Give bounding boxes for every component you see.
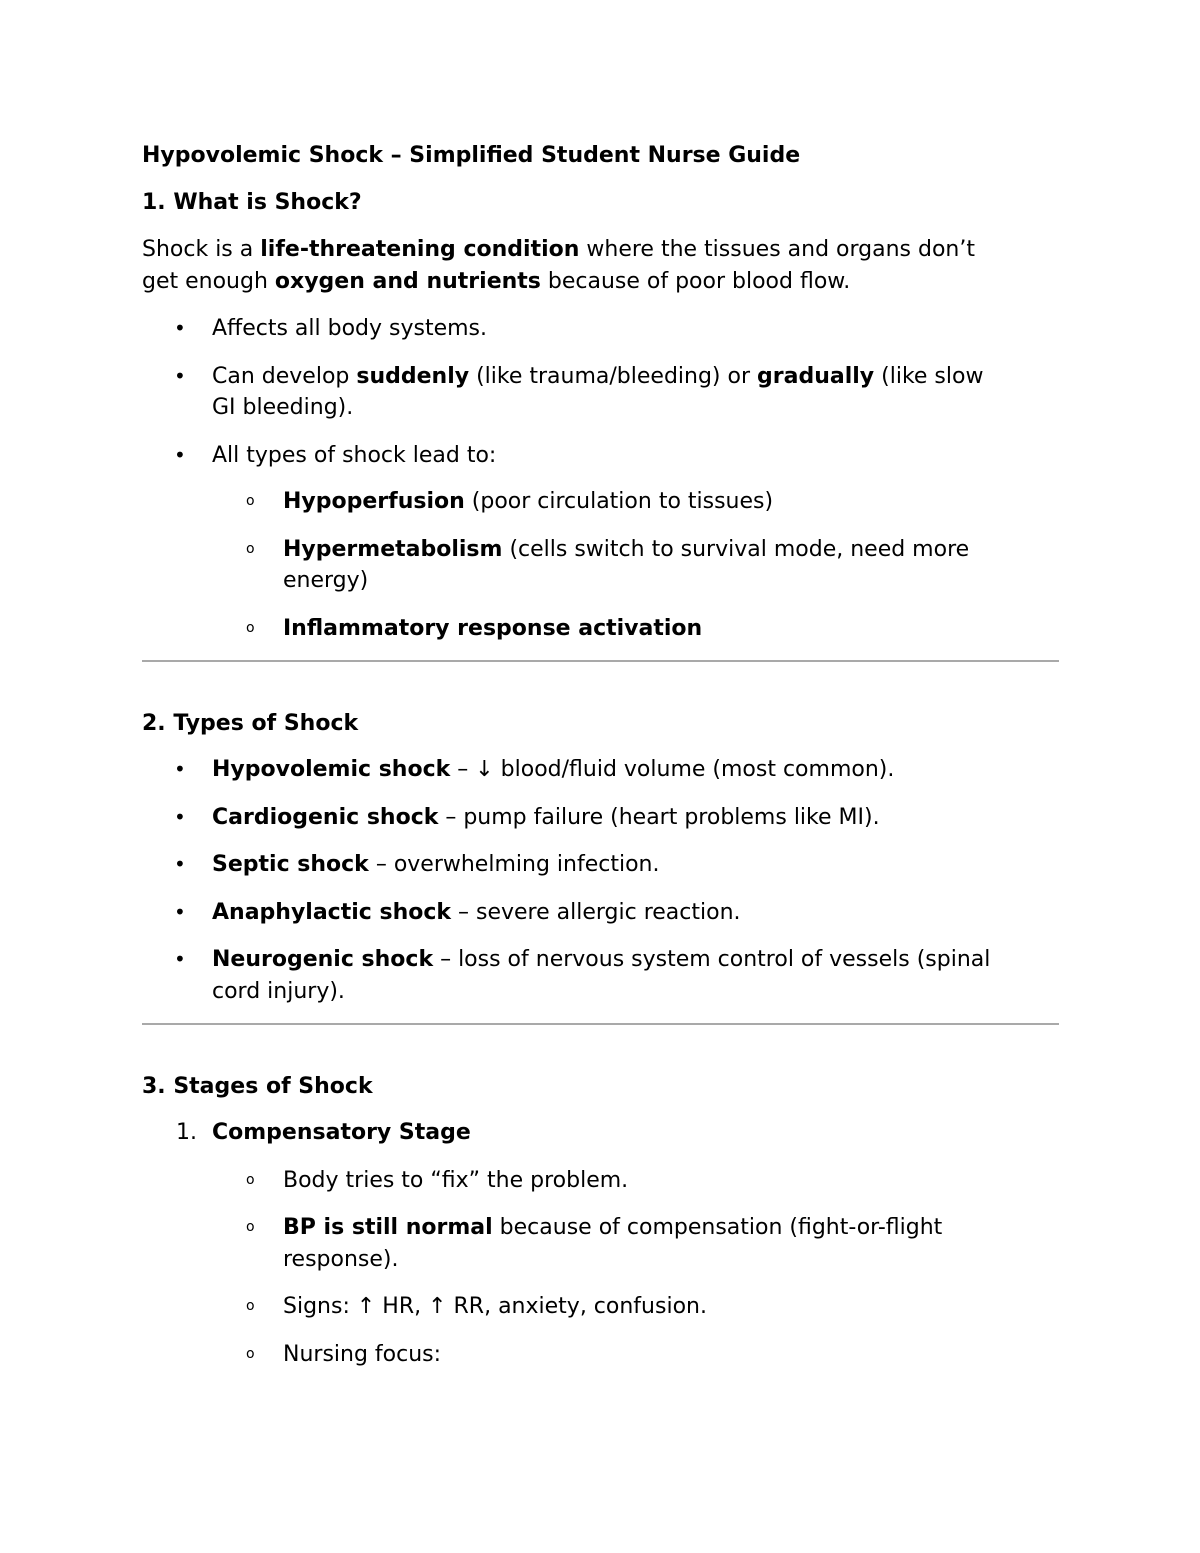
sub-bullet-icon: o [246,1172,255,1188]
section-1-heading: 1. What is Shock? [142,190,362,215]
bullet-icon: • [174,316,186,340]
sub-bullet-icon: o [246,493,255,509]
bullet-icon: • [174,805,186,829]
bullet-icon: • [174,900,186,924]
bullet-icon: • [174,443,186,467]
list-item-continuation: GI bleeding). [212,395,354,420]
horizontal-divider [142,1023,1059,1025]
list-number: 1. [176,1120,197,1145]
horizontal-divider [142,660,1059,662]
sub-bullet-icon: o [246,1346,255,1362]
sub-bullet-icon: o [246,1219,255,1235]
bullet-icon: • [174,852,186,876]
bullet-icon: • [174,364,186,388]
section-3-heading: 3. Stages of Shock [142,1074,373,1099]
sub-list-item-continuation: energy) [283,568,369,593]
bullet-icon: • [174,947,186,971]
section-1-intro-line-2: get enough oxygen and nutrients because of poor blood flow. [142,269,851,294]
document-title: Hypovolemic Shock – Simplified Student Nurse Guide [142,143,801,168]
section-2-heading: 2. Types of Shock [142,711,359,736]
list-item-continuation: cord injury). [212,979,345,1004]
section-1-intro-line-1: Shock is a life-threatening condition where the tissues and organs don’t [142,237,975,262]
sub-bullet-icon: o [246,1298,255,1314]
sub-list-item-continuation: response). [283,1247,399,1272]
sub-bullet-icon: o [246,620,255,636]
sub-bullet-icon: o [246,541,255,557]
bullet-icon: • [174,757,186,781]
